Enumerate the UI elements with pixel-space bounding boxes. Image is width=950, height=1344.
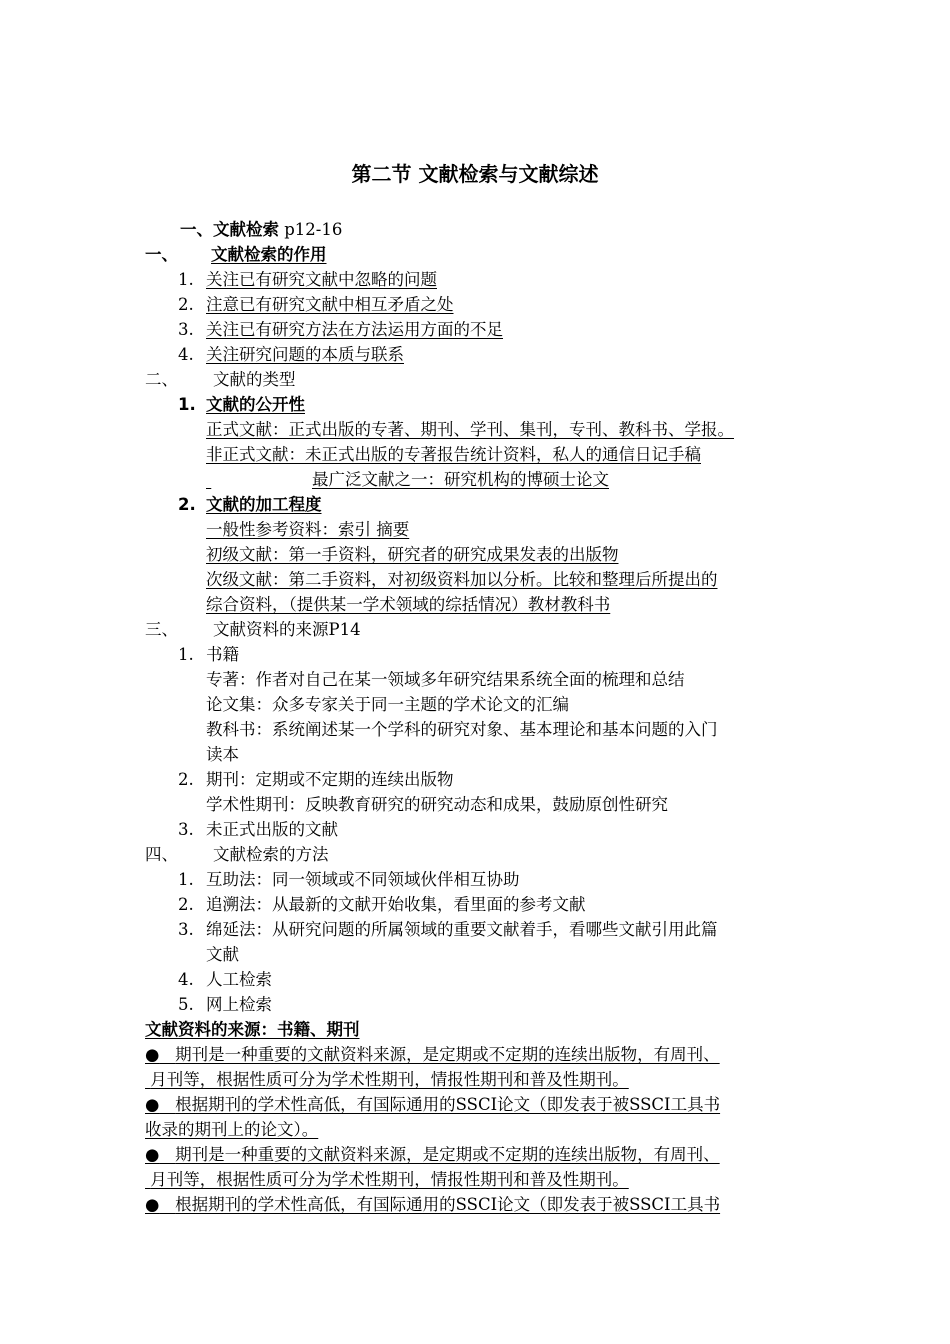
bullet-text: 月刊等，根据性质可分为学术性期刊，情报性期刊和普及性期刊。 (150, 1170, 629, 1189)
text-line: 初级文献：第一手资料，研究者的研究成果发表的出版物 (206, 545, 619, 564)
item-text: 文献的加工程度 (206, 495, 322, 514)
item-text: 注意已有研究文献中相互矛盾之处 (206, 295, 454, 314)
item-text: 书籍 (206, 645, 239, 664)
heading-3-num: 三、 (145, 620, 178, 639)
list-item (178, 893, 586, 917)
bullet-icon: ● (145, 1195, 160, 1214)
bullet-text: 收录的期刊上的论文）。 (145, 1120, 319, 1139)
item-number: 3. (178, 920, 194, 939)
heading-3-page: P14 (328, 620, 361, 639)
heading-2 (145, 368, 296, 392)
heading-2-text: 文献的类型 (213, 370, 296, 389)
heading-4-num: 四、 (145, 845, 178, 864)
bullet-line (145, 1168, 629, 1192)
bullet-icon: ● (145, 1095, 160, 1114)
text-line: 教科书：系统阐述某一个学科的研究对象、基本理论和基本问题的入门 (206, 720, 718, 739)
list-item (178, 268, 437, 292)
subheading (178, 393, 305, 417)
heading-4 (145, 843, 329, 867)
bullet-icon: ● (145, 1045, 160, 1064)
item-text: 绵延法：从研究问题的所属领域的重要文献着手，看哪些文献引用此篇 (206, 920, 718, 939)
text-line: 论文集：众多专家关于同一主题的学术论文的汇编 (206, 695, 569, 714)
item-number: 3. (178, 820, 194, 839)
bullet-line (145, 1143, 720, 1167)
item-text: 关注已有研究方法在方法运用方面的不足 (206, 320, 503, 339)
text-line: 读本 (206, 745, 239, 764)
text-line: 一般性参考资料：索引 摘要 (206, 520, 410, 539)
bullet-icon: ● (145, 1145, 160, 1164)
item-number: 2. (178, 295, 194, 314)
heading-3 (145, 618, 361, 642)
item-number: 2. (178, 895, 194, 914)
item-text: 关注已有研究文献中忽略的问题 (206, 270, 437, 289)
bullet-text: 期刊是一种重要的文献资料来源，是定期或不定期的连续出版物，有周刊、 (175, 1045, 720, 1064)
bullet-text: 期刊是一种重要的文献资料来源，是定期或不定期的连续出版物，有周刊、 (175, 1145, 720, 1164)
item-text: 追溯法：从最新的文献开始收集，看里面的参考文献 (206, 895, 586, 914)
item-text: 人工检索 (206, 970, 272, 989)
text-line: 综合资料，（提供某一学术领域的综括情况）教材教科书 (206, 595, 611, 614)
bullet-line (145, 1043, 720, 1067)
item-text: 期刊：定期或不定期的连续出版物 (206, 770, 454, 789)
item-number: 1. (178, 870, 194, 889)
section-heading (180, 218, 342, 242)
text-line: 正式文献：正式出版的专著、期刊、学刊、集刊，专刊、教科书、学报。 (206, 420, 734, 439)
list-item (178, 318, 503, 342)
section-pages: p12-16 (284, 220, 343, 239)
item-number: 4. (178, 970, 194, 989)
item-number: 2. (178, 495, 196, 514)
text-line: 非正式文献：未正式出版的专著报告统计资料，私人的通信日记手稿 (206, 445, 701, 464)
item-text: 关注研究问题的本质与联系 (206, 345, 404, 364)
bullet-text: 根据期刊的学术性高低，有国际通用的SSCI论文（即发表于被SSCI工具书 (175, 1195, 721, 1214)
text-line: 次级文献：第二手资料，对初级资料加以分析。比较和整理后所提出的 (206, 570, 718, 589)
list-item (178, 343, 404, 367)
list-item (178, 818, 338, 842)
text-line: 学术性期刊：反映教育研究的研究动态和成果，鼓励原创性研究 (206, 795, 668, 814)
bullet-line (145, 1193, 720, 1217)
list-item (178, 868, 520, 892)
list-item (178, 768, 454, 792)
item-number: 4. (178, 345, 194, 364)
heading-4-text: 文献检索的方法 (213, 845, 329, 864)
text-line (206, 468, 609, 492)
list-item (178, 968, 272, 992)
item-text: 文献的公开性 (206, 395, 305, 414)
bullet-line (145, 1118, 318, 1142)
bullet-line (145, 1093, 720, 1117)
item-number: 1. (178, 645, 194, 664)
heading-3-text: 文献资料的来源 (213, 620, 329, 639)
list-item (178, 918, 718, 942)
bullet-line (145, 1068, 629, 1092)
subheading (178, 493, 322, 517)
item-text: 互助法：同一领域或不同领域伙伴相互协助 (206, 870, 520, 889)
heading-1-text: 文献检索的作用 (211, 245, 327, 264)
item-number: 5. (178, 995, 194, 1014)
heading-2-num: 二、 (145, 370, 178, 389)
section-label: 一、文献检索 (180, 220, 279, 239)
heading-1 (145, 243, 327, 267)
text-line: 专著：作者对自己在某一领域多年研究结果系统全面的梳理和总结 (206, 670, 685, 689)
list-item (178, 293, 454, 317)
item-number: 3. (178, 320, 194, 339)
item-number: 1. (178, 270, 194, 289)
list-item (178, 643, 239, 667)
list-item (178, 943, 239, 967)
sources-heading: 文献资料的来源：书籍、期刊 (145, 1020, 360, 1039)
text-line-content: 最广泛文献之一：研究机构的博硕士论文 (312, 470, 609, 489)
bullet-text: 月刊等，根据性质可分为学术性期刊，情报性期刊和普及性期刊。 (150, 1070, 629, 1089)
bullet-text: 根据期刊的学术性高低，有国际通用的SSCI论文（即发表于被SSCI工具书 (175, 1095, 721, 1114)
item-text: 网上检索 (206, 995, 272, 1014)
item-number: 1. (178, 395, 196, 414)
item-text: 文献 (206, 945, 239, 964)
item-number: 2. (178, 770, 194, 789)
list-item (178, 993, 272, 1017)
heading-1-num: 一、 (145, 245, 178, 264)
page-title: 第二节 文献检索与文献综述 (351, 162, 599, 186)
item-text: 未正式出版的文献 (206, 820, 338, 839)
